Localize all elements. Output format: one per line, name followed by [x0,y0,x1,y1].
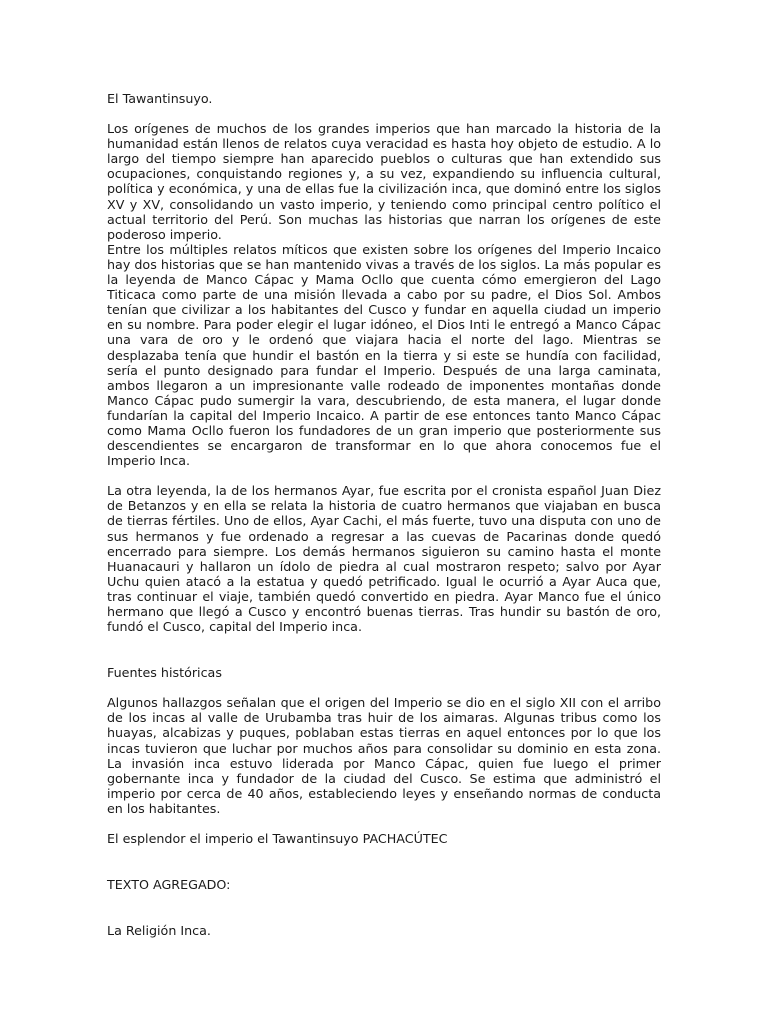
added-text-label: TEXTO AGREGADO: [107,877,231,893]
document-body [107,91,661,938]
section-heading-historical-sources: Fuentes históricas [107,665,222,681]
paragraph-manco-capac-legend: Entre los múltiples relatos míticos que existen sobre los orígenes del Imperio Incaico hay dos historias que se han mantenido vivas a través de los siglos. La más popular es la leyenda de Manco Cápac y Mama Ocllo que cuenta cómo emergieron del Lago Titicaca como parte de una misión llevada a cabo por su padre, el Dios Sol. Ambos tenían que civilizar a los habitantes del Cusco y fundar en aquella ciudad un imperio en su nombre. Para poder elegir el lugar idóneo, el Dios Inti le entregó a Manco Cápac una vara de oro y le ordenó que viajara hacia el norte del lago. Mientras se desplazaba tenía que hundir el bastón en la tierra y si este se hundía con facilidad, sería el punto designado para fundar el Imperio. Después de una larga caminata, ambos llegaron a un impresionante valle rodeado de imponentes montañas donde Manco Cápac pudo sumergir la vara, descubriendo, de esta manera, el lugar donde fundarían la capital del Imperio Incaico. A partir de ese entonces tanto Manco Cápac como Mama Ocllo fueron los fundadores de un gran imperio que posteriormente sus descendientes se encargaron de transformar en lo que ahora conocemos fue el Imperio Inca. [107,241,661,469]
paragraph-origins: Los orígenes de muchos de los grandes imperios que han marcado la historia de la humanidad están llenos de relatos cuya veracidad es hasta hoy objeto de estudio. A lo largo del tiempo siempre han aparecido pueblos o culturas que han extendido sus ocupaciones, conquistando regiones y, a su vez, expandiendo su influencia cultural, política y económica, y una de ellas fue la civilización inca, que dominó entre los siglos XV y XV, consolidando un vasto imperio, y teniendo como principal centro político el actual territorio del Perú. Son muchas las historias que narran los orígenes de este poderoso imperio. [107,121,661,242]
paragraph-historical-sources: Algunos hallazgos señalan que el origen del Imperio se dio en el siglo XII con el arribo de los incas al valle de Urubamba tras huir de los aimaras. Algunas tribus como los huayas, alcabizas y puques, poblaban estas tierras en aquel entonces por lo que los incas tuvieron que luchar por muchos años para consolidar su dominio en esta zona. La invasión inca estuvo liderada por Manco Cápac, quien fue luego el primer gobernante inca y fundador de la ciudad del Cusco. Se estima que administró el imperio por cerca de 40 años, estableciendo leyes y enseñando normas de conducta en los habitantes. [107,695,661,816]
splendor-line: El esplendor el imperio el Tawantinsuyo PACHACÚTEC [107,831,448,847]
document-title: El Tawantinsuyo. [107,91,213,106]
religion-heading: La Religión Inca. [107,923,211,939]
paragraph-ayar-legend: La otra leyenda, la de los hermanos Ayar, fue escrita por el cronista español Juan Diez de Betanzos y en ella se relata la historia de cuatro hermanos que viajaban en busca de tierras fértiles. Uno de ellos, Ayar Cachi, el más fuerte, tuvo una disputa con uno de sus hermanos y fue ordenado a regresar a las cuevas de Pacarinas donde quedó encerrado para siempre. Los demás hermanos siguieron su camino hasta el monte Huanacauri y hallaron un ídolo de piedra al cual mostraron respeto; salvo por Ayar Uchu quien atacó a la estatua y quedó petrificado. Igual le ocurrió a Ayar Auca que, tras continuar el viaje, también quedó convertido en piedra. Ayar Manco fue el único hermano que llegó a Cusco y encontró buenas tierras. Tras hundir su bastón de oro, fundó el Cusco, capital del Imperio inca. [107,483,661,635]
